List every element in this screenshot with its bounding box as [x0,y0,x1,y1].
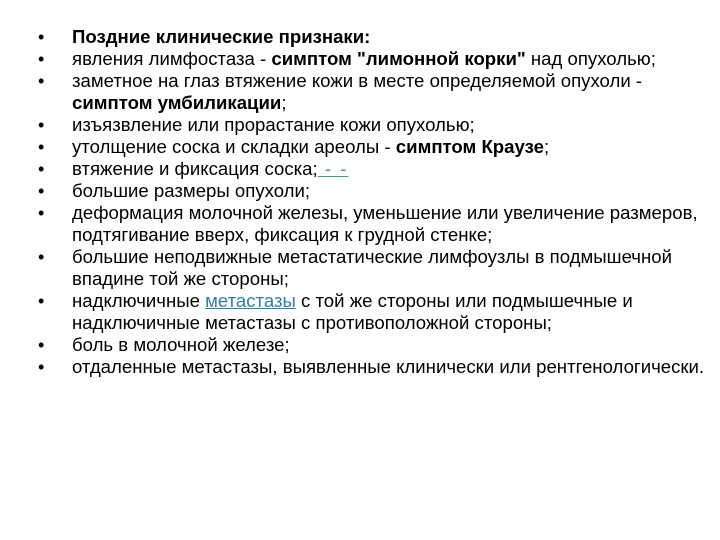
list-item [38,290,712,334]
list-item-heading [38,26,712,48]
item-text: боль в молочной железе; [72,334,290,355]
item-text: над опухолью; [525,48,656,69]
list-item [38,334,712,356]
list-item [38,202,712,246]
list-item [38,356,712,378]
bullet-icon: • [38,357,45,377]
item-text: заметное на глаз втяжение кожи в месте определяемой опухоли - [72,70,643,91]
bullet-icon: • [38,203,45,223]
list-item [38,246,712,290]
item-text: явления лимфостаза - [72,48,272,69]
list-item [38,48,712,70]
bullet-icon: • [38,291,45,311]
item-text: с той же стороны или подмышечные и надключичные метастазы с противоположной стороны; [72,290,633,333]
bullet-icon: • [38,247,45,267]
bullet-icon: • [38,181,45,201]
bullet-icon: • [38,115,45,135]
item-bold-text: симптом Краузе [395,136,544,157]
bullet-icon: • [38,137,45,157]
item-text: изъязвление или прорастание кожи опухолью; [72,114,475,135]
dashed-link[interactable]: - - [317,158,349,179]
list-item [38,136,712,158]
list-item [38,114,712,136]
bullet-icon: • [38,71,45,91]
item-text: большие размеры опухоли; [72,180,311,201]
bullet-icon: • [38,159,45,179]
bullet-icon: • [38,335,45,355]
bullet-icon: • [38,49,45,69]
bullet-icon: • [38,27,45,47]
item-text: ; [543,136,550,157]
item-text: деформация молочной железы, уменьшение или увеличение размеров, подтягивание вверх, фиксация к грудной стенке; [72,202,698,245]
bullet-list [38,26,705,378]
item-text: ; [281,92,287,113]
list-item [38,158,712,180]
list-item [38,70,712,114]
item-bold-text: симптом "лимонной корки" [271,48,526,69]
heading-text: Поздние клинические признаки: [72,26,371,47]
item-text: утолщение соска и складки ареолы - [72,136,396,157]
item-text: втяжение и фиксация соска; [72,158,318,179]
item-text: отдаленные метастазы, выявленные клинически или рентгенологически. [72,356,705,377]
item-text: большие неподвижные метастатические лимфоузлы в подмышечной впадине той же стороны; [72,246,672,289]
list-item [38,180,712,202]
metastases-link[interactable]: метастазы [205,290,296,311]
item-text: надключичные [72,290,206,311]
item-bold-text: симптом умбиликации [72,92,282,113]
